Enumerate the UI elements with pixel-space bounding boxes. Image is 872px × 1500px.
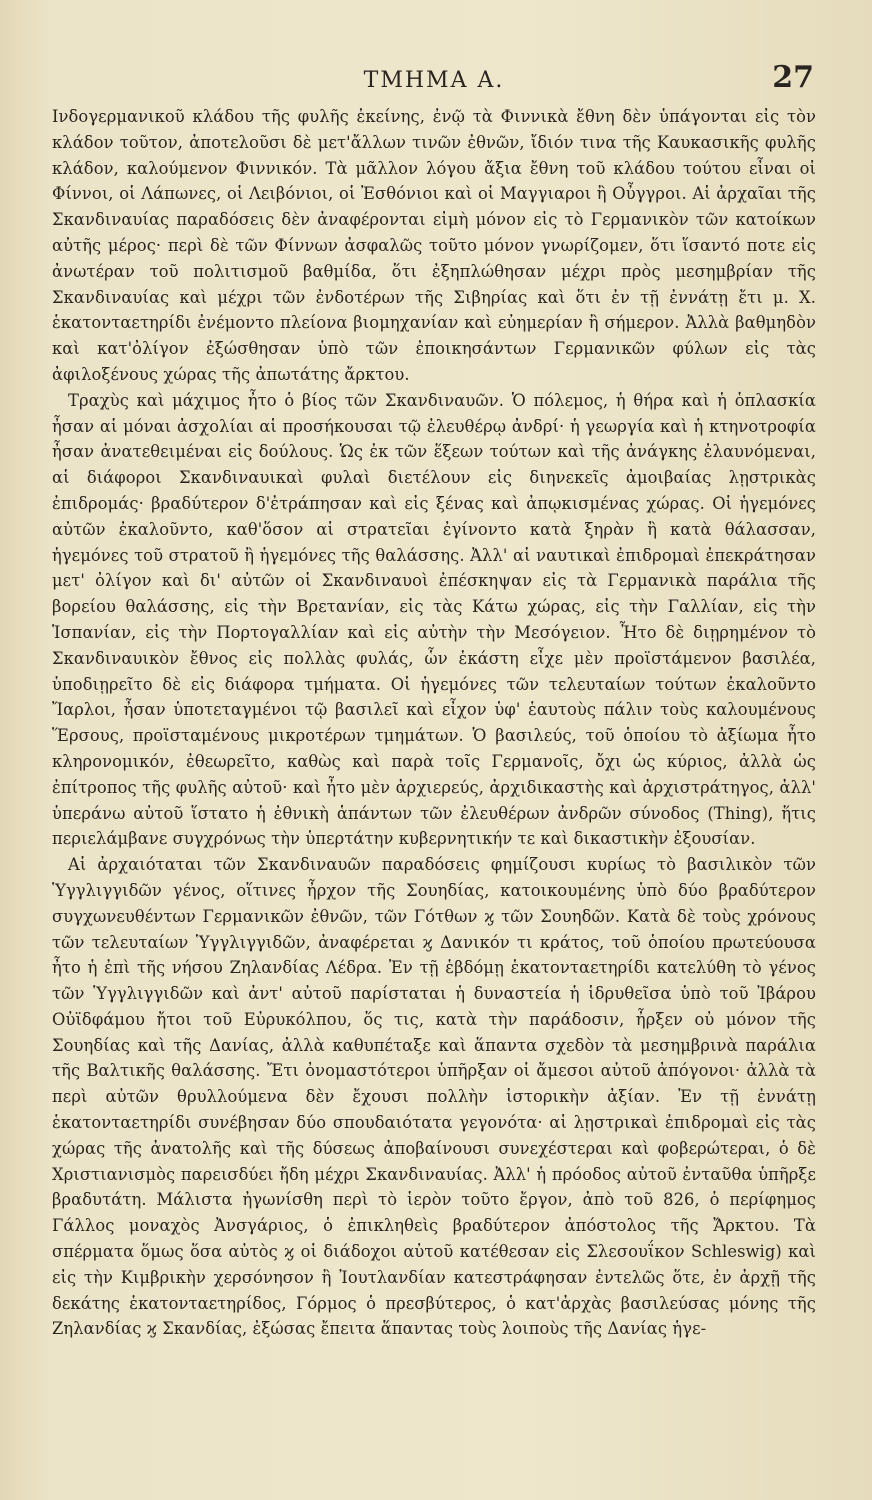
page-header [52, 60, 816, 104]
paragraph: Τραχὺς καὶ μάχιμος ἦτο ὁ βίος τῶν Σκανδιναυῶν. Ὁ πόλεμος, ἡ θήρα καὶ ἡ ὁπλασκία ἦσαν αἱ μόναι ἀσχολίαι αἱ προσήκουσαι τῷ ἐλευθέρῳ ἀνδρί· ἡ γεωργία καὶ ἡ κτηνοτροφία ἦσαν ἀνατεθειμέναι εἰς δούλους. Ὡς ἐκ τῶν ἕξεων τούτων καὶ τῆς ἀνάγκης ἐλαυνόμεναι, αἱ διάφοροι Σκανδιναυικαὶ φυλαὶ διετέλουν εἰς διηνεκεῖς ἀμοιβαίας λῃστρικὰς ἐπιδρομάς· βραδύτερον δ'ἐτράπησαν καὶ εἰς ξένας καὶ ἀπῳκισμένας χώρας. Οἱ ἡγεμόνες αὐτῶν ἐκαλοῦντο, καθ'ὅσον αἱ στρατεῖαι ἐγίνοντο κατὰ ξηρὰν ἢ κατὰ θάλασσαν, ἡγεμόνες τοῦ στρατοῦ ἢ ἡγεμόνες τῆς θαλάσσης. Ἀλλ' αἱ ναυτικαὶ ἐπιδρομαὶ ἐπεκράτησαν μετ' ὀλίγον καὶ δι' αὐτῶν οἱ Σκανδιναυοὶ ἐπέσκηψαν εἰς τὰ Γερμανικὰ παράλια τῆς βορείου θαλάσσης, εἰς τὴν Βρετανίαν, εἰς τὰς Κάτω χώρας, εἰς τὴν Γαλλίαν, εἰς τὴν Ἱσπανίαν, εἰς τὴν Πορτογαλλίαν καὶ εἰς αὐτὴν τὴν Μεσόγειον. Ἦτο δὲ διῃρημένον τὸ Σκανδιναυικὸν ἔθνος εἰς πολλὰς φυλάς, ὧν ἑκάστη εἶχε μὲν προϊστάμενον βασιλέα, ὑποδιῃρεῖτο δὲ εἰς διάφορα τμήματα. Οἱ ἡγεμόνες τῶν τελευταίων τούτων ἐκαλοῦντο Ἴαρλοι, ἦσαν ὑποτεταγμένοι τῷ βασιλεῖ καὶ εἶχον ὑφ' ἑαυτοὺς πάλιν τοὺς καλουμένους Ἕρσους, προϊσταμένους μικροτέρων τμημάτων. Ὁ βασιλεύς, τοῦ ὁποίου τὸ ἀξίωμα ἦτο κληρονομικόν, ἐθεωρεῖτο, καθὼς καὶ παρὰ τοῖς Γερμανοῖς, ὄχι ὡς κύριος, ἀλλὰ ὡς ἐπίτροπος τῆς φυλῆς αὐτοῦ· καὶ ἦτο μὲν ἀρχιερεύς, ἀρχιδικαστὴς καὶ ἀρχιστράτηγος, ἀλλ' ὑπεράνω αὐτοῦ ἵστατο ἡ ἐθνικὴ ἁπάντων τῶν ἐλευθέρων ἀνδρῶν σύνοδος (Thing), ἥτις περιελάμβανε συγχρόνως τὴν ὑπερτάτην κυβερνητικήν τε καὶ δικαστικὴν ἐξουσίαν. [52, 390, 816, 849]
paragraph: Αἱ ἀρχαιόταται τῶν Σκανδιναυῶν παραδόσεις φημίζουσι κυρίως τὸ βασιλικὸν τῶν Ὑγγλιγγιδῶν γένος, οἵτινες ἦρχον τῆς Σουηδίας, κατοικουμένης ὑπὸ δύο βραδύτερον συγχωνευθέντων Γερμανικῶν ἐθνῶν, τῶν Γότθων ϗ τῶν Σουηδῶν. Κατὰ δὲ τοὺς χρόνους τῶν τελευταίων Ὑγγλιγγιδῶν, ἀναφέρεται ϗ Δανικόν τι κράτος, τοῦ ὁποίου πρωτεύουσα ἦτο ἡ ἐπὶ τῆς νήσου Ζηλανδίας Λέδρα. Ἐν τῇ ἑβδόμῃ ἑκατονταετηρίδι κατελύθη τὸ γένος τῶν Ὑγγλιγγιδῶν καὶ ἀντ' αὐτοῦ παρίσταται ἡ δυναστεία ἡ ἱδρυθεῖσα ὑπὸ τοῦ Ἰβάρου Οὐϊδφάμου ἤτοι τοῦ Εὐρυκόλπου, ὅς τις, κατὰ τὴν παράδοσιν, ἦρξεν οὐ μόνον τῆς Σουηδίας καὶ τῆς Δανίας, ἀλλὰ καθυπέταξε καὶ ἅπαντα σχεδὸν τὰ μεσημβρινὰ παράλια τῆς Βαλτικῆς θαλάσσης. Ἔτι ὀνομαστότεροι ὑπῆρξαν οἱ ἄμεσοι αὐτοῦ ἀπόγονοι· ἀλλὰ τὰ περὶ αὐτῶν θρυλλούμενα δὲν ἔχουσι πολλὴν ἱστορικὴν ἀξίαν. Ἐν τῇ ἐννάτῃ ἑκατονταετηρίδι συνέβησαν δύο σπουδαιότατα γεγονότα· αἱ λῃστρικαὶ ἐπιδρομαὶ εἰς τὰς χώρας τῆς ἀνατολῆς καὶ τῆς δύσεως ἀποβαίνουσι συνεχέστεραι καὶ φοβερώτεραι, ὁ δὲ Χριστιανισμὸς παρεισδύει ἤδη μέχρι Σκανδιναυίας. Ἀλλ' ἡ πρόοδος αὐτοῦ ἐνταῦθα ὑπῆρξε βραδυτάτη. Μάλιστα ἠγωνίσθη περὶ τὸ ἱερὸν τοῦτο ἔργον, ἀπὸ τοῦ 826, ὁ περίφημος Γάλλος μοναχὸς Ἀνσγάριος, ὁ ἐπικληθεὶς βραδύτερον ἀπόστολος τῆς Ἄρκτου. Τὰ σπέρματα ὅμως ὅσα αὐτὸς ϗ οἱ διάδοχοι αὐτοῦ κατέθεσαν εἰς Σλεσουΐκον Schleswig) καὶ εἰς τὴν Κιμβρικὴν χερσόνησον ἢ Ἰουτλανδίαν κατεστράφησαν ἐντελῶς ὅτε, ἐν ἀρχῇ τῆς δεκάτης ἑκατονταετηρίδος, Γόρμος ὁ πρεσβύτερος, ὁ κατ'ἀρχὰς βασιλεύσας μόνης τῆς Ζηλανδίας ϗ Σκανδίας, ἐξώσας ἔπειτα ἅπαντας τοὺς λοιποὺς τῆς Δανίας ἡγε- [52, 855, 816, 1339]
body-text [52, 104, 816, 1342]
page-number: 27 [772, 60, 814, 95]
paragraph: Ινδογερμανικοῦ κλάδου τῆς φυλῆς ἐκείνης, ἐνῷ τὰ Φιννικὰ ἔθνη δὲν ὑπάγονται εἰς τὸν κλάδον τοῦτον, ἀποτελοῦσι δὲ μετ'ἄλλων τινῶν ἐθνῶν, ἴδιόν τινα τῆς Καυκασικῆς φυλῆς κλάδον, καλούμενον Φιννικόν. Τὰ μᾶλλον λόγου ἄξια ἔθνη τοῦ κλάδου τούτου εἶναι οἱ Φίννοι, οἱ Λάπωνες, οἱ Λειβόνιοι, οἱ Ἐσθόνιοι καὶ οἱ Μαγγιαροι ἢ Οὖγγροι. Αἱ ἀρχαῖαι τῆς Σκανδιναυίας παραδόσεις δὲν ἀναφέρονται εἰμὴ μόνον εἰς τὸ Γερμανικὸν τῶν κατοίκων αὐτῆς μέρος· περὶ δὲ τῶν Φίννων ἀσφαλῶς τοῦτο μόνον γνωρίζομεν, ὅτι ἵσαντό ποτε εἰς ἀνωτέραν τοῦ πολιτισμοῦ βαθμίδα, ὅτι ἐξηπλώθησαν μέχρι πρὸς μεσημβρίαν τῆς Σκανδιναυίας καὶ μέχρι τῶν ἐνδοτέρων τῆς Σιβηρίας καὶ ὅτι ἐν τῇ ἐννάτῃ ἔτι μ. Χ. ἑκατονταετηρίδι ἐνέμοντο πλείονα βιομηχανίαν καὶ εὐημερίαν ἢ σήμερον. Ἀλλὰ βαθμηδὸν καὶ κατ'ὀλίγον ἐξώσθησαν ὑπὸ τῶν ἐποικησάντων Γερμανικῶν φύλων εἰς τὰς ἀφιλοξένους χώρας τῆς ἀπωτάτης ἄρκτου. [52, 107, 816, 384]
running-title: ΤΜΗΜΑ Α. [363, 68, 505, 93]
